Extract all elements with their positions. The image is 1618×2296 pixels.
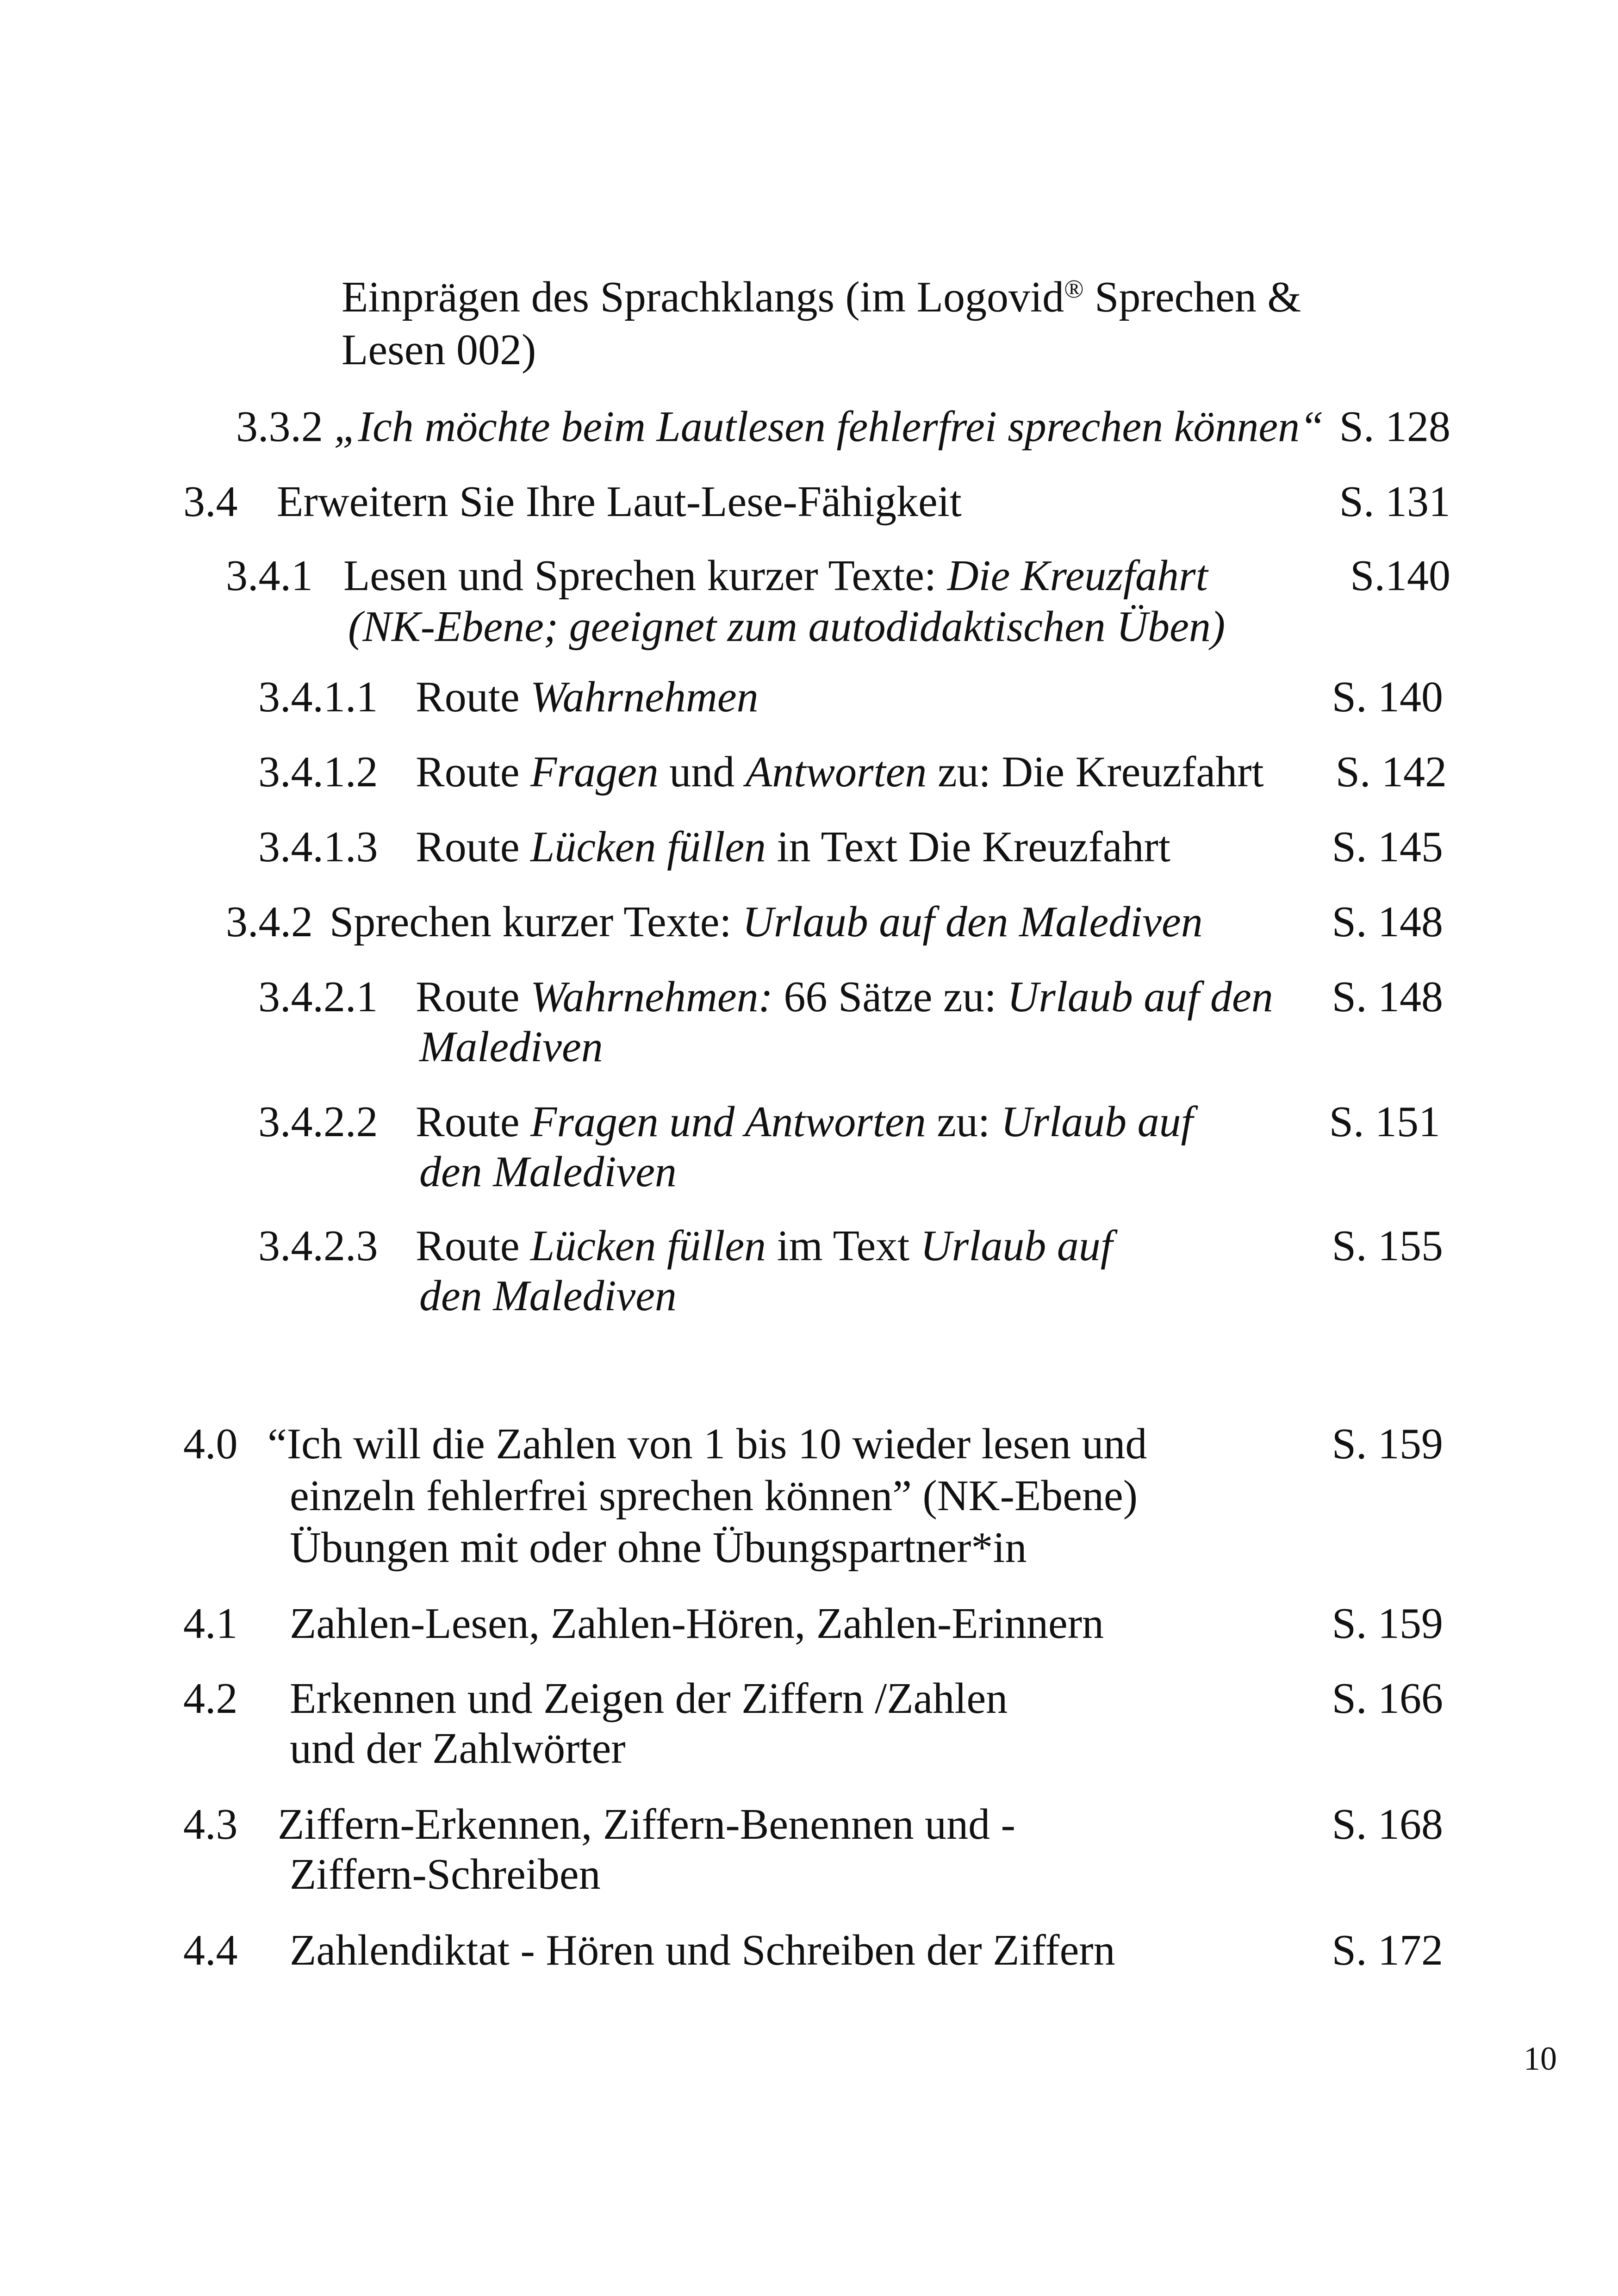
toc-entry-4-0-page: S. 159 [1332,1420,1443,1468]
toc-entry-3-4-2-3-page: S. 155 [1332,1222,1443,1270]
toc-entry-4-1-title: Zahlen-Lesen, Zahlen-Hören, Zahlen-Erinnern [290,1599,1104,1648]
toc-entry-4-4-title: Zahlendiktat - Hören und Schreiben der Ziffern [290,1926,1115,1974]
toc-entry-3-4-2-page: S. 148 [1332,898,1443,946]
toc-entry-3-4-2-3-title: Route Lücken füllen im Text Urlaub auf [416,1222,1113,1270]
toc-entry-3-4-1-1-num: 3.4.1.1 [258,673,378,721]
toc-entry-3-4-2-1-page: S. 148 [1332,973,1443,1021]
toc-entry-4-3-title: Ziffern-Erkennen, Ziffern-Benennen und - [278,1800,1015,1848]
toc-entry-4-4-page: S. 172 [1332,1926,1443,1974]
toc-entry-4-0-line3: Übungen mit oder ohne Übungspartner*in [290,1524,1027,1572]
toc-entry-4-1-page: S. 159 [1332,1599,1443,1648]
toc-entry-4-0-line1: “Ich will die Zahlen von 1 bis 10 wieder lesen und [268,1420,1147,1468]
toc-entry-3-4-2-2-num: 3.4.2.2 [258,1098,378,1146]
toc-entry-3-4-2-3-title-line2: den Malediven [419,1272,677,1320]
toc-entry-3-3-2-title: „Ich möchte beim Lautlesen fehlerfrei sprechen können“ [334,403,1324,451]
toc-intro-line1: Einprägen des Sprachklangs (im Logovid® Sprechen & [342,273,1301,321]
toc-entry-3-3-2-page: S. 128 [1339,403,1450,451]
toc-entry-3-4-page: S. 131 [1339,478,1450,526]
page-number: 10 [1524,2040,1557,2077]
toc-entry-3-4-1-3-num: 3.4.1.3 [258,823,378,871]
toc-entry-4-4-num: 4.4 [183,1926,238,1974]
toc-entry-3-4-1-1-title: Route Wahrnehmen [416,673,759,721]
toc-entry-3-4-1-title: Lesen und Sprechen kurzer Texte: Die Kreuzfahrt [343,552,1208,600]
toc-entry-4-0-num: 4.0 [183,1420,238,1468]
toc-entry-3-4-2-1-title: Route Wahrnehmen: 66 Sätze zu: Urlaub auf den [416,973,1273,1021]
toc-entry-3-4-2-2-page: S. 151 [1329,1098,1440,1146]
toc-entry-4-2-title: Erkennen und Zeigen der Ziffern /Zahlen [290,1674,1008,1723]
toc-entry-4-3-page: S. 168 [1332,1800,1443,1848]
toc-entry-4-3-num: 4.3 [183,1800,238,1848]
toc-entry-4-0-line2: einzeln fehlerfrei sprechen können” (NK-Ebene) [290,1472,1138,1520]
toc-entry-3-4-1-1-page: S. 140 [1332,673,1443,721]
toc-entry-4-2-title-line2: und der Zahlwörter [290,1724,626,1773]
toc-entry-3-4-1-title-line2: (NK-Ebene; geeignet zum autodidaktischen Üben) [348,603,1226,651]
toc-entry-3-4-1-3-title: Route Lücken füllen in Text Die Kreuzfahrt [416,823,1170,871]
registered-mark: ® [1064,275,1084,304]
toc-entry-3-4-1-2-page: S. 142 [1335,748,1447,796]
toc-entry-3-4-2-num: 3.4.2 [226,898,313,946]
toc-entry-4-2-page: S. 166 [1332,1674,1443,1723]
toc-entry-4-2-num: 4.2 [183,1674,238,1723]
toc-entry-3-4-num: 3.4 [183,478,238,526]
toc-entry-3-4-1-2-title: Route Fragen und Antworten zu: Die Kreuzfahrt [416,748,1264,796]
toc-entry-3-4-2-3-num: 3.4.2.3 [258,1222,378,1270]
toc-entry-3-4-2-1-num: 3.4.2.1 [258,973,378,1021]
toc-entry-3-4-2-2-title-line2: den Malediven [419,1148,677,1196]
toc-entry-4-1-num: 4.1 [183,1599,238,1648]
toc-entry-3-4-1-page: S.140 [1350,552,1450,600]
toc-entry-3-4-1-2-num: 3.4.1.2 [258,748,378,796]
toc-entry-3-3-2: 3.3.2 „Ich möchte beim Lautlesen fehlerfrei sprechen können“ [236,403,1324,451]
toc-entry-3-4-2-1-title-line2: Malediven [419,1023,603,1071]
toc-entry-3-4-2-2-title: Route Fragen und Antworten zu: Urlaub auf [416,1098,1193,1146]
toc-entry-3-4-1-num: 3.4.1 [226,552,313,600]
toc-entry-3-4-title: Erweitern Sie Ihre Laut-Lese-Fähigkeit [277,478,962,526]
toc-entry-3-4-1-3-page: S. 145 [1332,823,1443,871]
toc-entry-3-4-2-title: Sprechen kurzer Texte: Urlaub auf den Malediven [330,898,1203,946]
toc-intro-line2: Lesen 002) [342,326,536,374]
toc-entry-4-3-title-line2: Ziffern-Schreiben [290,1850,601,1898]
